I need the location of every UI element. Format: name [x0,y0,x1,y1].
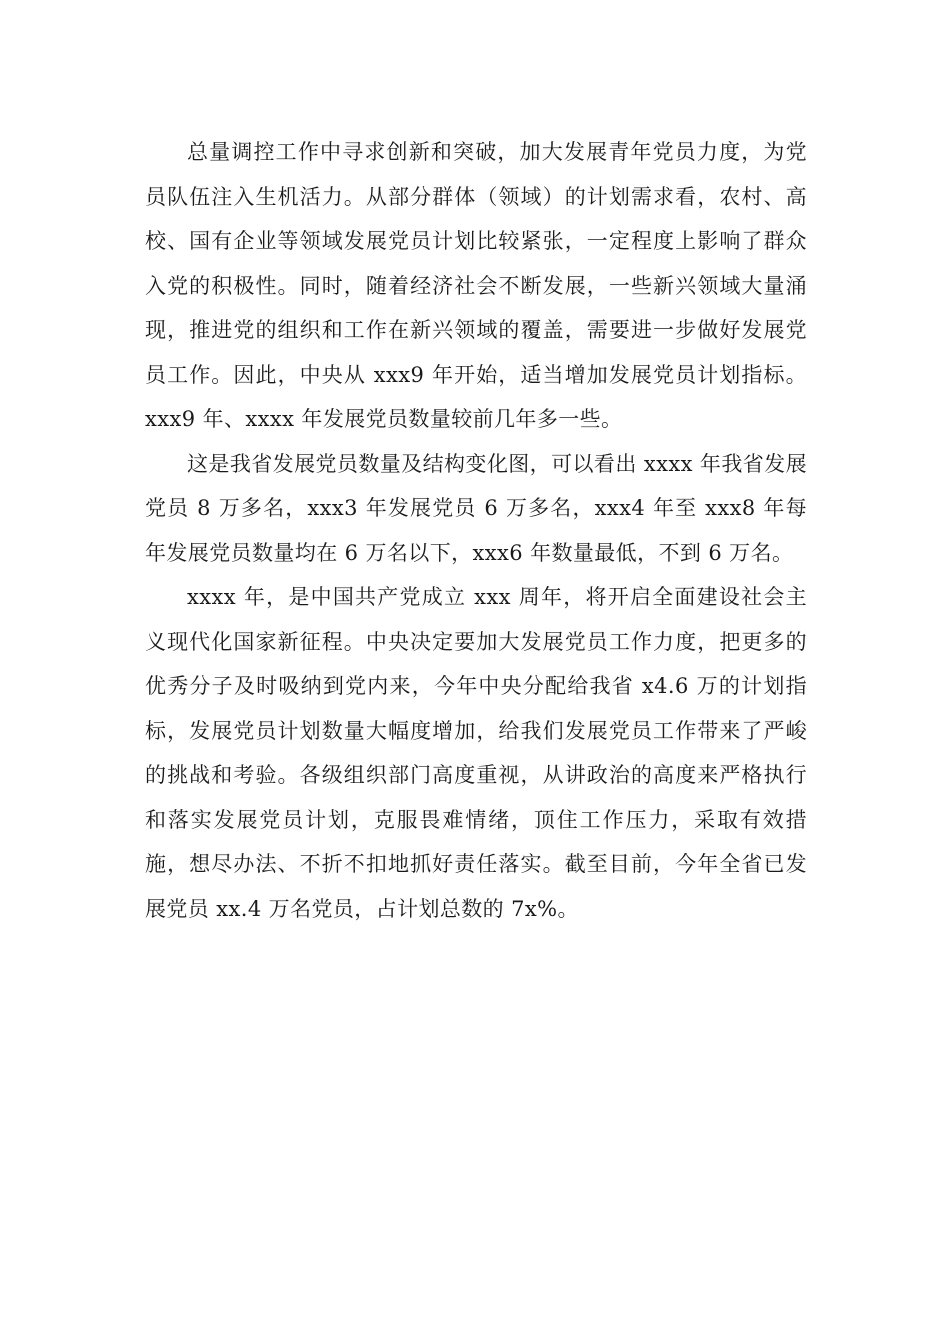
paragraph-3: xxxx 年，是中国共产党成立 xxx 周年，将开启全面建设社会主义现代化国家新征程。中央决定要加大发展党员工作力度，把更多的优秀分子及时吸纳到党内来，今年中央分配给我省 x4.6 万的计划指标，发展党员计划数量大幅度增加，给我们发展党员工作带来了严峻的挑战和考验。各级组织部门高度重视，从讲政治的高度来严格执行和落实发展党员计划，克服畏难情绪，顶住工作压力，采取有效措施，想尽办法、不折不扣地抓好责任落实。截至目前，今年全省已发展党员 xx.4 万名党员，占计划总数的 7x%。 [145,585,807,921]
document-body [145,130,807,931]
paragraph-1: 总量调控工作中寻求创新和突破，加大发展青年党员力度，为党员队伍注入生机活力。从部分群体（领域）的计划需求看，农村、高校、国有企业等领域发展党员计划比较紧张，一定程度上影响了群众入党的积极性。同时，随着经济社会不断发展，一些新兴领域大量涌现，推进党的组织和工作在新兴领域的覆盖，需要进一步做好发展党员工作。因此，中央从 xxx9 年开始，适当增加发展党员计划指标。xxx9 年、xxxx 年发展党员数量较前几年多一些。 [145,140,807,431]
paragraph-2: 这是我省发展党员数量及结构变化图，可以看出 xxxx 年我省发展党员 8 万多名，xxx3 年发展党员 6 万多名，xxx4 年至 xxx8 年每年发展党员数量均在 6 万名以下，xxx6 年数量最低，不到 6 万名。 [145,451,807,565]
